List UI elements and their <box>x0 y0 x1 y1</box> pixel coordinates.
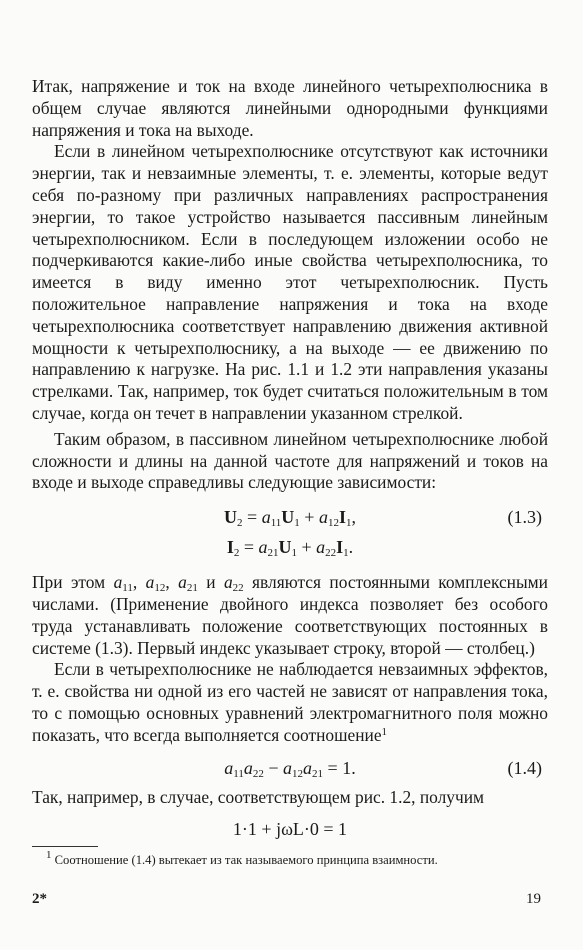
footnote-divider <box>32 846 98 847</box>
page-number: 19 <box>526 891 541 907</box>
equation-1-3-line-2 <box>32 532 548 562</box>
equation-number: (1.4) <box>507 757 542 778</box>
body-text <box>32 76 548 846</box>
paragraph-4: При этом $a_{11}$, $a_{12}$, $a_{21}$ и $a_{22}$ являются постоянными комплексными числами. (Применение двойного индекса позволяет без особого труда устанавливать положение соответствующих постоянных в системе (1.3). Первый индекс указывает строку, второй — столбец.) <box>32 572 548 658</box>
footnote-text: Соотношение (1.4) вытекает из так называемого принципа взаимности. <box>54 853 438 867</box>
paragraph-5-text: Если в четырехполюснике не наблюдается невзаимных эффектов, т. е. свойства ни одной из его частей не зависят от направления тока, то с помощью основных уравнений электромагнитного поля можно показать, что всегда выполняется соотношение <box>32 659 548 745</box>
equation-1-5 <box>32 812 548 846</box>
paragraph-2: Если в линейном четырехполюснике отсутствуют как источники энергии, так и невзаимные элементы, т. е. элементы, которые ведут себя по-разному при различных направлениях распространения энергии, то такое устройство называется пассивным линейным четырехполюсником. Если в последующем изложении особо не подчеркиваются какие-либо иные свойства четырехполюсника, то имеется в виду именно этот четырехполюсник. Пусть положительное направление напряжения и тока на входе четырехполюсника соответствует направлению движения активной мощности к четырехполюснику, а на выходе — ее движению по направлению к нагрузке. На рис. 1.1 и 1.2 эти направления указаны стрелками. Так, например, ток будет считаться положительным в том случае, когда он течет в направлении указанном стрелкой. <box>32 141 548 423</box>
equation-formula: $U_2 = a_{11}U_1 + a_{12}I_1$, <box>224 507 356 530</box>
equation-number: (1.3) <box>507 507 542 528</box>
equation-formula: $a_{11}a_{22} - a_{12}a_{21} = 1$. <box>224 757 356 780</box>
paragraph-6: Так, например, в случае, соответствующем рис. 1.2, получим <box>32 786 485 807</box>
paragraph-4-tail: являются постоянными комплексными числами. (Применение двойного индекса позволяет без особого труда устанавливать положение соответствующих постоянных в системе (1.3). Первый индекс указывает строку, второй — столбец.) <box>32 572 548 658</box>
footnote-reference: 1 <box>381 725 388 738</box>
paragraph-3: Таким образом, в пассивном линейном четырехполюснике любой сложности и длины на данной частоте для напряжений и токов на входе и выходе справедливы следующие зависимости: <box>32 428 548 493</box>
paragraph-5 <box>32 659 548 746</box>
equation-formula: 1·1 + jωL·0 = 1 <box>232 819 348 840</box>
equation-formula: $I_2 = a_{21}U_1 + a_{22}I_1$. <box>226 537 354 560</box>
equation-1-3-line-1 <box>32 502 548 532</box>
paragraph-4-lead: При этом <box>32 572 106 593</box>
signature-mark: 2* <box>32 891 47 907</box>
footnote-marker: 1 <box>46 849 52 861</box>
footnote <box>32 849 548 868</box>
paragraph-1: Итак, напряжение и ток на входе линейного четырехполюсника в общем случае являются линейными однородными функциями напряжения и тока на выходе. <box>32 76 548 140</box>
equation-1-4 <box>32 751 548 785</box>
